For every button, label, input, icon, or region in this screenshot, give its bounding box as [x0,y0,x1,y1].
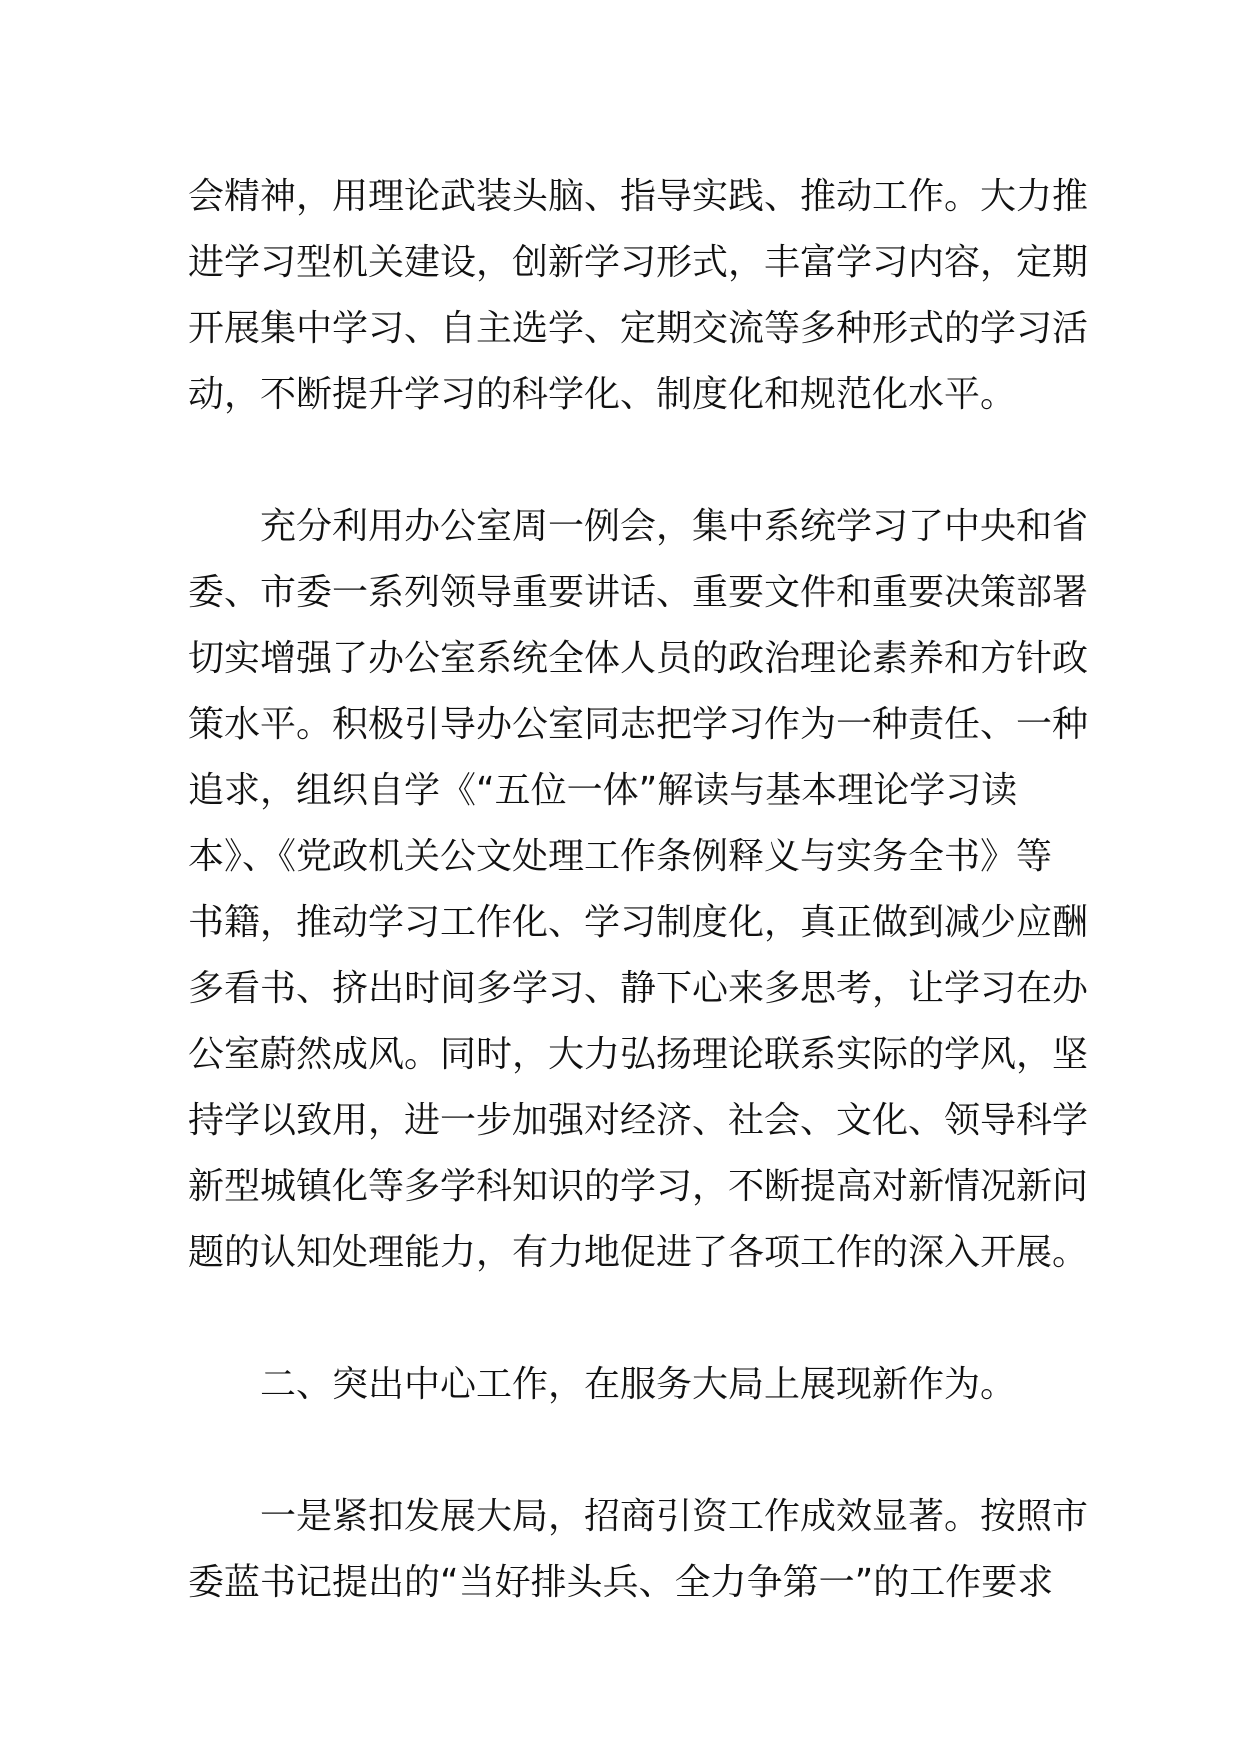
text-line: 充分利用办公室周一例会，集中系统学习了中央和省 [188,506,1089,547]
text-line: 开展集中学习、自主选学、定期交流等多种形式的学习活 [188,308,1089,349]
paragraph [188,1484,1089,1616]
text-line: 一是紧扣发展大局，招商引资工作成效显著。按照市 [188,1496,1089,1537]
text-line: 多看书、挤出时间多学习、静下心来多思考，让学习在办 [188,968,1089,1009]
text-line: 委、市委一系列领导重要讲话、重要文件和重要决策部署 [188,572,1089,613]
text-line: 动，不断提升学习的科学化、制度化和规范化水平。 [188,374,1017,415]
document-page [188,164,1089,1616]
text-line: 切实增强了办公室系统全体人员的政治理论素养和方针政 [188,638,1089,679]
paragraph [188,164,1089,428]
paragraph-spacer [188,1418,1052,1484]
text-line: 会精神，用理论武装头脑、指导实践、推动工作。大力推 [188,176,1089,217]
section-heading [188,1352,1052,1418]
text-line: 题的认知处理能力，有力地促进了各项工作的深入开展。 [188,1232,1089,1273]
text-line: 策水平。积极引导办公室同志把学习作为一种责任、一种 [188,704,1089,745]
text-line: 持学以致用，进一步加强对经济、社会、文化、领导科学 [188,1100,1089,1141]
text-line: 二、突出中心工作，在服务大局上展现新作为。 [188,1364,1017,1405]
text-line: 新型城镇化等多学科知识的学习，不断提高对新情况新问 [188,1166,1089,1207]
text-line: 追求，组织自学《“五位一体”解读与基本理论学习读 [188,770,1018,811]
paragraph-spacer [188,1286,1052,1352]
text-line: 本》、《党政机关公文处理工作条例释义与实务全书》等 [188,836,1053,877]
text-line: 进学习型机关建设，创新学习形式，丰富学习内容，定期 [188,242,1089,283]
text-line: 书籍，推动学习工作化、学习制度化，真正做到减少应酬 [188,902,1089,943]
text-line: 公室蔚然成风。同时，大力弘扬理论联系实际的学风，坚 [188,1034,1089,1075]
text-line: 委蓝书记提出的“当好排头兵、全力争第一”的工作要求 [188,1562,1054,1603]
paragraph-spacer [188,428,1052,494]
paragraph [188,494,1089,1286]
